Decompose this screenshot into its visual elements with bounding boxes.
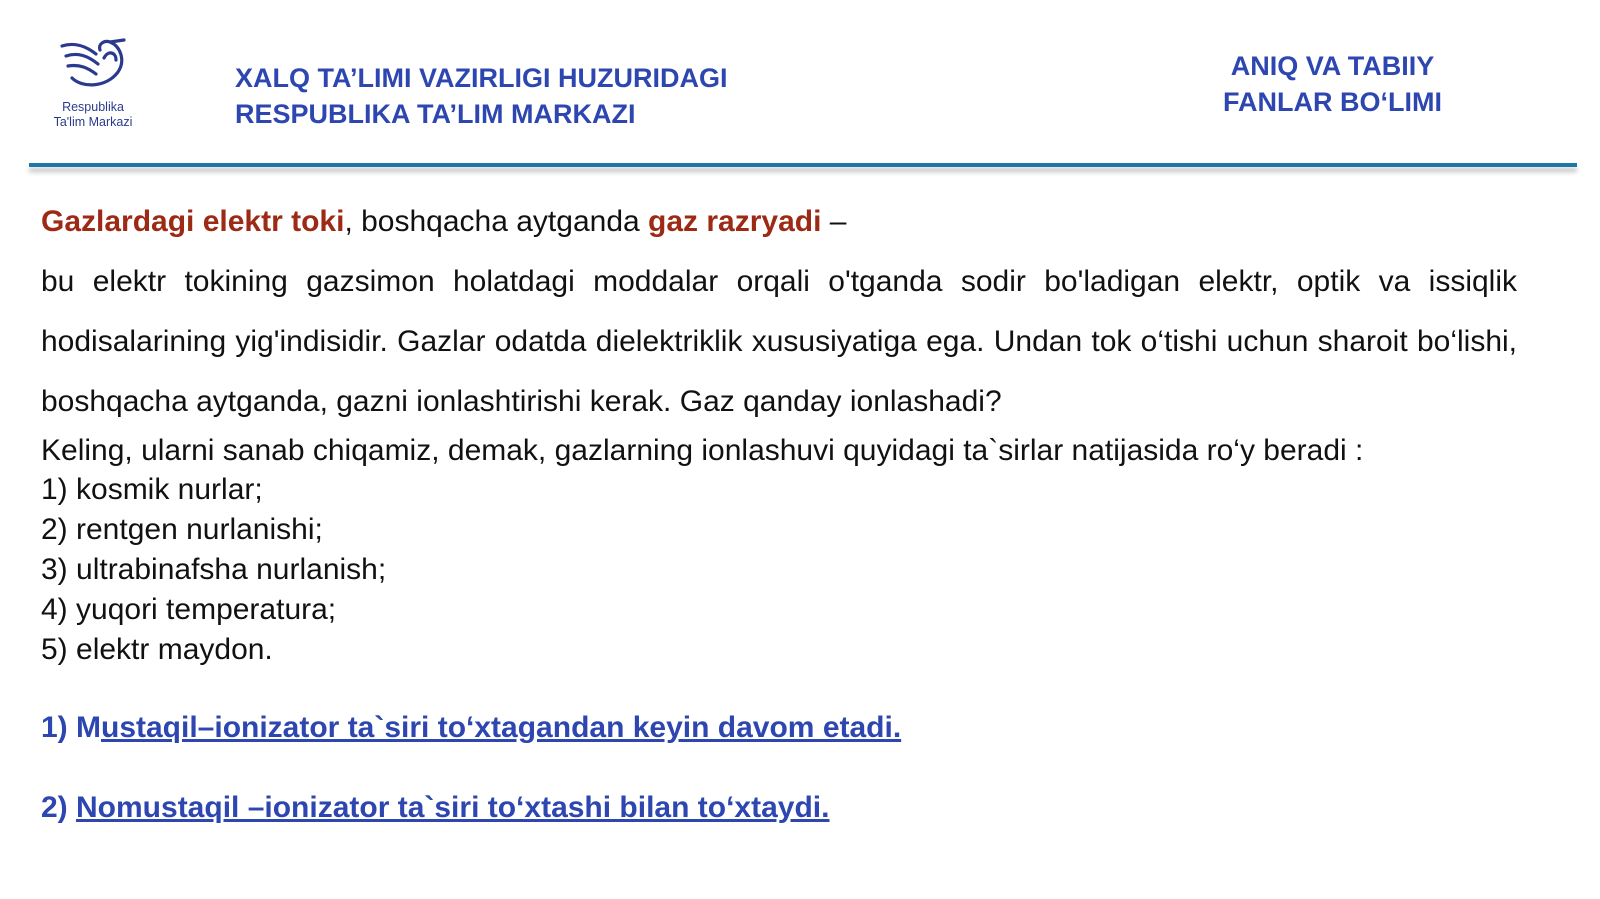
conclusion-text: ustaqil–ionizator ta`siri to‘xtagandan keyin davom etadi.	[101, 711, 902, 744]
term-gas-current: Gazlardagi elektr toki	[41, 205, 345, 238]
dove-bird-icon	[58, 32, 130, 94]
logo-text	[38, 100, 148, 130]
organization-title-line-2: RESPUBLIKA TA’LIM MARKAZI	[235, 99, 636, 129]
logo-line-1: Respublika	[62, 100, 124, 114]
self-sustained-discharge	[41, 708, 901, 748]
conclusion-text: Nomustaqil –ionizator ta`siri to‘xtashi bilan to‘xtaydi.	[76, 791, 830, 824]
slide-header	[0, 0, 1600, 175]
conclusion-prefix: 2)	[41, 791, 77, 824]
list-item: 3) ultrabinafsha nurlanish;	[41, 553, 387, 586]
logo-line-2: Ta'lim Markazi	[53, 115, 133, 129]
list-item: 1) kosmik nurlar;	[41, 473, 263, 506]
term-gas-discharge: gaz razryadi	[648, 205, 822, 238]
header-divider	[29, 163, 1577, 167]
intro-line	[41, 202, 1517, 242]
list-intro: Keling, ularni sanab chiqamiz, demak, gazlarning ionlashuvi quyidagi ta`sirlar natijasida ro‘y beradi :	[41, 434, 1364, 467]
list-item: 5) elektr maydon.	[41, 633, 273, 666]
organization-title-line-1: XALQ TA’LIMI VAZIRLIGI HUZURIDAGI	[235, 63, 728, 93]
department-title	[1160, 48, 1505, 120]
ionization-causes-list	[41, 470, 1517, 670]
non-self-sustained-discharge	[41, 788, 901, 828]
definition-paragraph: bu elektr tokining gazsimon holatdagi moddalar orqali o'tganda sodir bo'ladigan elektr, optik va issiqlik hodisalarining yig'indisidir. Gazlar odatda dielektriklik xususiyatiga ega. Undan tok o‘tishi uchun sharoit bo‘lishi, boshqacha aytganda, gazni ionlashtirishi kerak. Gaz qanday ionlashadi?	[41, 265, 1517, 418]
list-item: 2) rentgen nurlanishi;	[41, 513, 323, 546]
logo	[38, 30, 148, 135]
intro-connector: , boshqacha aytganda	[344, 205, 649, 238]
department-title-line-2: FANLAR BO‘LIMI	[1223, 87, 1442, 117]
slide-body	[41, 202, 1517, 670]
intro-dash: –	[821, 205, 847, 238]
list-item: 4) yuqori temperatura;	[41, 593, 337, 626]
department-title-line-1: ANIQ VA TABIIY	[1230, 51, 1435, 81]
organization-title	[235, 60, 727, 132]
discharge-types	[41, 708, 901, 828]
conclusion-prefix: 1) M	[41, 711, 101, 744]
